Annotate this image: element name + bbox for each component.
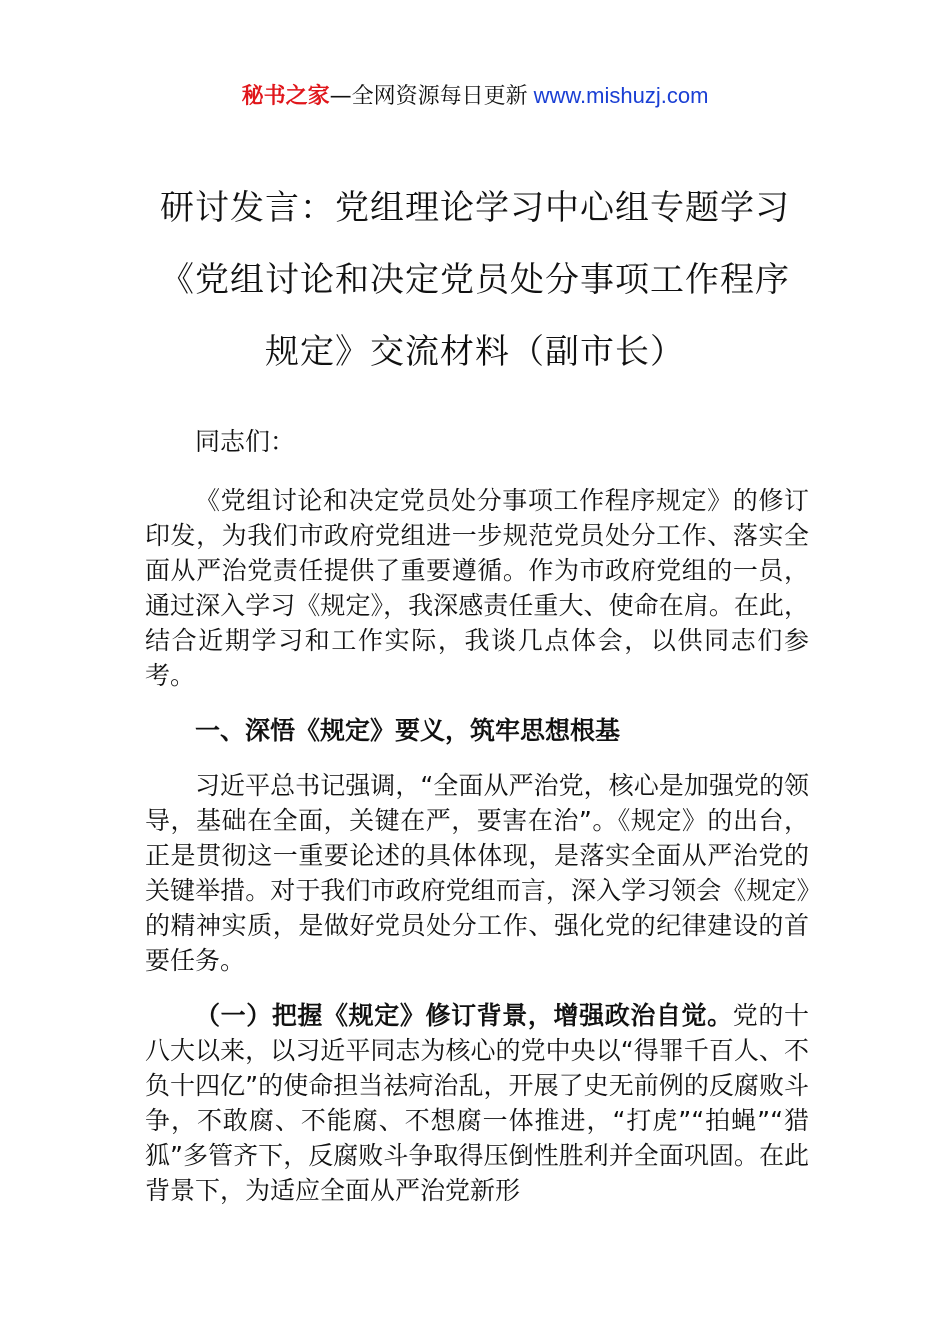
document-body — [145, 424, 809, 1228]
intro-paragraph: 《党组讨论和决定党员处分事项工作程序规定》的修订印发，为我们市政府党组进一步规范党员处分工作、落实全面从严治党责任提供了重要遵循。作为市政府党组的一员，通过深入学习《规定》，我深感责任重大、使命在肩。在此，结合近期学习和工作实际，我谈几点体会，以供同志们参考。 — [145, 486, 809, 690]
site-banner — [0, 80, 950, 113]
site-tagline: —全网资源每日更新 — [329, 84, 528, 109]
subsection-1-paragraph — [145, 998, 809, 1208]
section-1-paragraph: 习近平总书记强调，“全面从严治党，核心是加强党的领导，基础在全面，关键在严，要害在治”。《规定》的出台，正是贯彻这一重要论述的具体体现，是落实全面从严治党的关键举措。对于我们市政府党组而言，深入学习领会《规定》的精神实质，是做好党员处分工作、强化党的纪律建设的首要任务。 — [145, 771, 809, 975]
title-line-3: 规定》交流材料（副市长） — [265, 332, 685, 372]
subsection-1-heading: （一）把握《规定》修订背景，增强政治自觉。 — [195, 1001, 733, 1030]
site-brand: 秘书之家 — [241, 84, 330, 109]
greeting: 同志们： — [195, 427, 296, 456]
subsection-1-text: 党的十八大以来，以习近平同志为核心的党中央以“得罪千百人、不负十四亿”的使命担当祛疴治乱，开展了史无前例的反腐败斗争，不敢腐、不能腐、不想腐一体推进，“打虎”“拍蝇”“猎狐”多管齐下，反腐败斗争取得压倒性胜利并全面巩固。在此背景下，为适应全面从严治党新形 — [145, 1001, 809, 1205]
title-line-1: 研讨发言：党组理论学习中心组专题学习 — [160, 188, 790, 228]
section-1-heading: 一、深悟《规定》要义，筑牢思想根基 — [195, 716, 621, 745]
title-line-2: 《党组讨论和决定党员处分事项工作程序 — [160, 260, 790, 300]
site-url-link[interactable]: www.mishuzj.com — [533, 83, 709, 108]
document-title — [130, 172, 820, 388]
